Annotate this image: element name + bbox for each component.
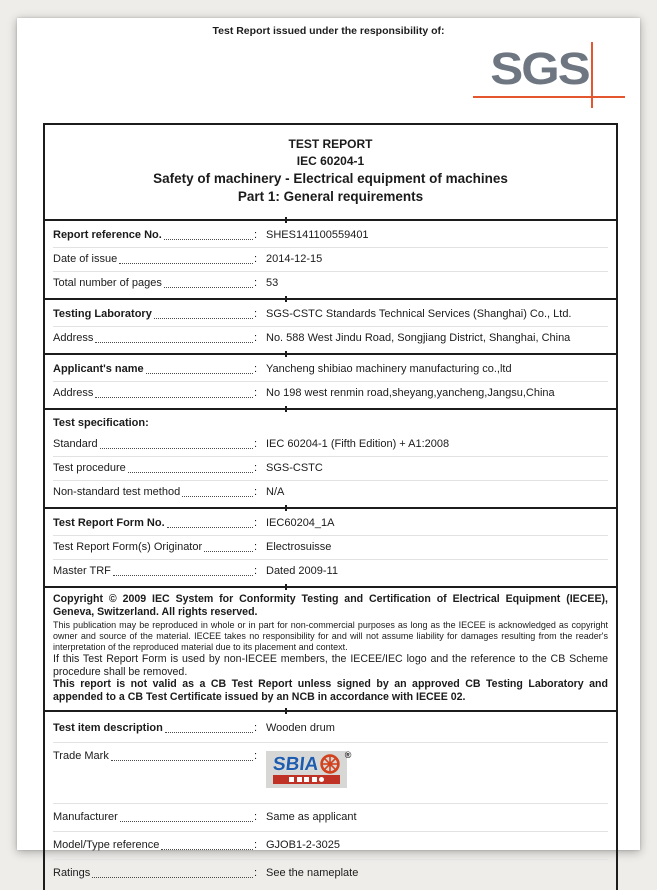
field-label: Address :	[53, 332, 257, 344]
field-label: Trade Mark :	[53, 750, 257, 763]
field-value: 53	[266, 277, 279, 289]
field-row	[53, 480, 608, 504]
colon: :	[253, 722, 257, 735]
dotted-leader	[95, 331, 253, 343]
section-report-info	[45, 219, 616, 298]
copyright-fine-print: This publication may be reproduced in whole or in part for non-commercial purposes as long as the IECEE is acknowledged as copyright owner and source of the material. IECEE takes no responsibility for and will not assume liability for damages resulting from the reader's interpretation of the reproduced material due to its placement and context.	[53, 620, 608, 652]
field-row	[53, 456, 608, 480]
field-value: GJOB1-2-3025	[266, 839, 340, 852]
field-value	[257, 749, 608, 788]
field-row	[53, 224, 608, 247]
dotted-leader	[128, 461, 253, 473]
colon: :	[253, 839, 257, 852]
field-row	[53, 326, 608, 350]
colon: :	[253, 541, 257, 553]
field-label: Standard :	[53, 438, 257, 450]
dotted-leader	[120, 810, 253, 822]
field-value: Same as applicant	[266, 811, 357, 824]
field-value: See the nameplate	[266, 867, 359, 880]
section-copyright	[45, 586, 616, 710]
field-row	[53, 535, 608, 559]
colon: :	[253, 750, 257, 763]
colon: :	[253, 565, 257, 577]
field-row	[53, 803, 608, 831]
field-label: Applicant's name :	[53, 363, 257, 375]
field-value: Dated 2009-11	[266, 565, 338, 577]
registered-trademark-icon: ®	[344, 750, 352, 761]
field-label: Ratings :	[53, 867, 257, 880]
field-label: Total number of pages :	[53, 277, 257, 289]
colon: :	[253, 438, 257, 450]
colon: :	[253, 277, 257, 289]
section-testing-laboratory	[45, 298, 616, 353]
field-label: Address :	[53, 387, 257, 399]
dotted-leader	[113, 564, 253, 576]
section-trf	[45, 507, 616, 586]
dotted-leader	[146, 362, 253, 374]
field-label: Manufacturer :	[53, 811, 257, 824]
field-label: Report reference No. :	[53, 229, 257, 241]
colon: :	[253, 462, 257, 474]
field-row	[53, 512, 608, 535]
field-row	[53, 247, 608, 271]
colon: :	[253, 387, 257, 399]
dotted-leader	[165, 721, 253, 733]
field-value: N/A	[266, 486, 285, 498]
title-block	[45, 125, 616, 219]
trademark-logo-line	[273, 754, 340, 774]
dotted-leader	[204, 540, 253, 552]
trademark-logo-text: SBIA	[271, 753, 320, 775]
field-value: Electrosuisse	[266, 541, 332, 553]
report-title: TEST REPORT	[288, 137, 373, 151]
field-value: SGS-CSTC	[266, 462, 323, 474]
dotted-leader	[95, 386, 253, 398]
section-test-item	[45, 710, 616, 890]
colon: :	[253, 811, 257, 824]
colon: :	[253, 332, 257, 344]
field-row	[53, 559, 608, 583]
field-row	[53, 271, 608, 295]
responsibility-note: Test Report issued under the responsibility of:	[212, 25, 445, 37]
sgs-logo-vertical-line	[591, 42, 593, 108]
field-label: Testing Laboratory :	[53, 308, 257, 320]
field-row	[53, 381, 608, 405]
field-row	[53, 358, 608, 381]
field-label: Model/Type reference :	[53, 839, 257, 852]
standard-number: IEC 60204-1	[296, 154, 365, 168]
copyright-removal-note: If this Test Report Form is used by non-IECEE members, the IECEE/IEC logo and the reference to the CB Scheme procedure shall be removed.	[53, 653, 608, 678]
sgs-brand-logo	[445, 40, 625, 126]
dotted-leader	[161, 838, 253, 850]
field-row	[53, 303, 608, 326]
trademark-chinese-band	[273, 775, 340, 784]
field-value: Yancheng shibiao machinery manufacturing co.,ltd	[266, 363, 512, 375]
field-label: Test procedure :	[53, 462, 257, 474]
dotted-leader	[92, 866, 253, 878]
section-heading: Test specification:	[53, 417, 149, 429]
dotted-leader	[167, 516, 253, 528]
dotted-leader	[164, 276, 253, 288]
dotted-leader	[154, 307, 253, 319]
field-value: Wooden drum	[266, 722, 335, 735]
field-row	[53, 433, 608, 456]
section-applicant	[45, 353, 616, 408]
test-report-table	[43, 123, 618, 890]
copyright-statement: Copyright © 2009 IEC System for Conformity Testing and Certification of Electrical Equipment (IECEE), Geneva, Switzerland. All rights reserved.	[53, 593, 608, 618]
colon: :	[253, 517, 257, 529]
colon: :	[253, 253, 257, 265]
dotted-leader	[182, 485, 253, 497]
field-row	[53, 715, 608, 742]
field-label: Master TRF :	[53, 565, 257, 577]
field-row	[53, 859, 608, 887]
field-value: No 198 west renmin road,sheyang,yancheng,Jangsu,China	[266, 387, 555, 399]
dotted-leader	[100, 437, 253, 449]
field-row	[53, 742, 608, 803]
field-row	[53, 831, 608, 859]
field-value: 2014-12-15	[266, 253, 323, 265]
dotted-leader	[164, 228, 253, 240]
colon: :	[253, 486, 257, 498]
colon: :	[253, 229, 257, 241]
field-label: Test item description :	[53, 722, 257, 735]
field-value: IEC 60204-1 (Fifth Edition) + A1:2008	[266, 438, 450, 450]
colon: :	[253, 308, 257, 320]
field-value: IEC60204_1A	[266, 517, 335, 529]
sgs-logo-text: SGS	[490, 43, 589, 95]
field-label: Date of issue :	[53, 253, 257, 265]
colon: :	[253, 363, 257, 375]
report-page	[17, 18, 640, 880]
sgs-logo-horizontal-line	[473, 96, 625, 98]
trademark-logo	[266, 750, 352, 788]
field-label: Test Report Form No. :	[53, 517, 257, 529]
standard-name: Safety of machinery - Electrical equipment of machines	[153, 171, 508, 186]
field-label: Test Report Form(s) Originator :	[53, 541, 257, 553]
field-value: SGS-CSTC Standards Technical Services (Shanghai) Co., Ltd.	[266, 308, 572, 320]
dotted-leader	[111, 749, 253, 761]
field-value: SHES141100559401	[266, 229, 369, 241]
colon: :	[253, 867, 257, 880]
standard-part: Part 1: General requirements	[237, 189, 424, 204]
field-label: Non-standard test method :	[53, 486, 257, 498]
dotted-leader	[119, 252, 253, 264]
wheel-icon	[320, 754, 340, 774]
copyright-validity-note: This report is not valid as a CB Test Report unless signed by an approved CB Testing Laboratory and appended to a CB Test Certificate issued by an NCB in accordance with IECEE 02.	[53, 678, 608, 704]
section-test-specification	[45, 408, 616, 507]
field-value: No. 588 West Jindu Road, Songjiang District, Shanghai, China	[266, 332, 571, 344]
